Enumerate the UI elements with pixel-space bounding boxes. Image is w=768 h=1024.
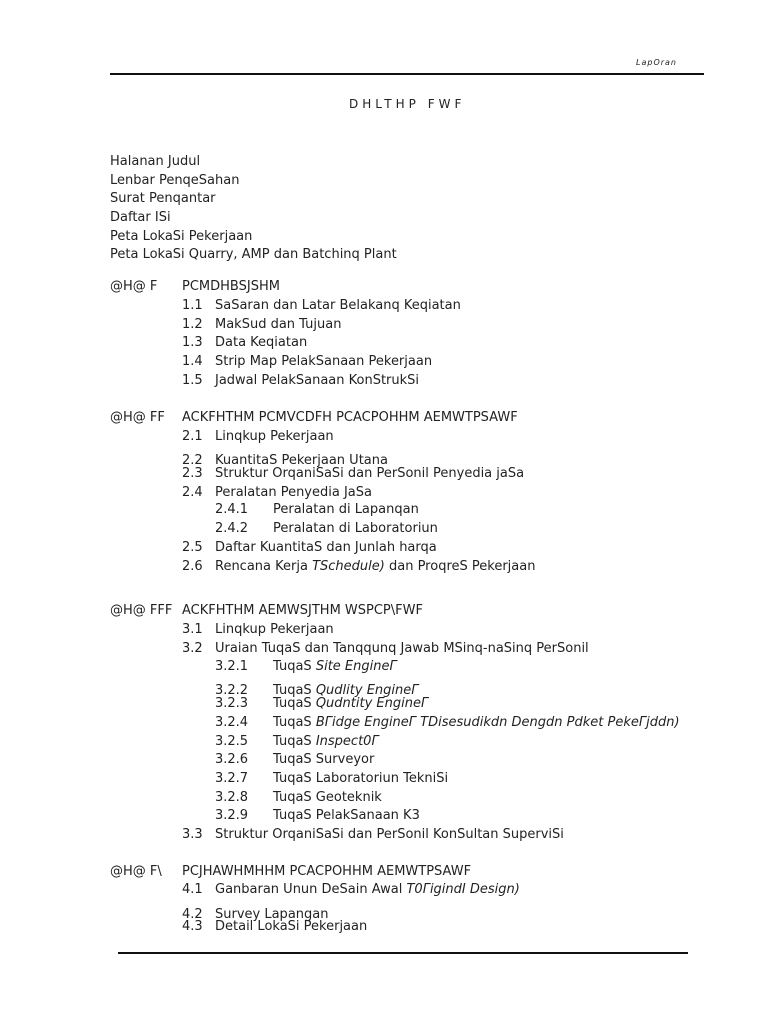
toc-item-text: Peralatan Penyedia JaSa xyxy=(215,485,372,500)
toc-item-text: Ganbaran Unun DeSain Awal T0ΓigindI Design) xyxy=(215,882,520,897)
header-label: LapOran xyxy=(636,58,677,67)
toc-subitem-number: 3.2.2 xyxy=(215,683,249,698)
toc-item-text: Strip Map PelakSanaan Pekerjaan xyxy=(215,354,433,369)
toc-subitem-number: 2.4.1 xyxy=(215,502,249,517)
toc-item-number: 1.3 xyxy=(182,335,203,350)
toc-item-number: 2.6 xyxy=(182,559,203,574)
front-matter-item: Halanan Judul xyxy=(110,154,201,169)
toc-item-text: SaSaran dan Latar Belakanq Keqiatan xyxy=(215,298,461,313)
toc-item-text: Jadwal PelakSanaan KonStrukSi xyxy=(215,373,420,388)
toc-subitem-text: TuqaS Site EngineΓ xyxy=(273,659,397,674)
toc-item-text: KuantitaS Pekerjaan Utana xyxy=(215,453,388,468)
toc-subitem-number: 3.2.7 xyxy=(215,771,249,786)
toc-subitem-text: TuqaS Geoteknik xyxy=(273,790,382,805)
toc-item-text: Rencana Kerja TSchedule) dan ProqreS Pekerjaan xyxy=(215,559,536,574)
toc-item-text: Struktur OrqaniSaSi dan PerSonil Penyedia jaSa xyxy=(215,466,525,481)
toc-item-number: 1.5 xyxy=(182,373,203,388)
front-matter-item: Lenbar PenqeSahan xyxy=(110,173,240,188)
toc-item-number: 1.2 xyxy=(182,317,203,332)
toc-subitem-number: 3.2.3 xyxy=(215,696,249,711)
toc-item-number: 2.2 xyxy=(182,453,203,468)
chapter-number: @H@ FFF xyxy=(110,603,173,618)
front-matter-item: Daftar ISi xyxy=(110,210,171,225)
toc-item-number: 3.1 xyxy=(182,622,203,637)
toc-item-number: 1.4 xyxy=(182,354,203,369)
toc-subitem-text: TuqaS PelakSanaan K3 xyxy=(273,808,420,823)
chapter-title: ACKFHTHM PCMVCDFH PCACPOHHM AEMWTPSAWF xyxy=(182,410,518,425)
chapter-number: @H@ F\ xyxy=(110,864,162,879)
toc-item-number: 4.2 xyxy=(182,907,203,922)
toc-item-text: Survey Lapangan xyxy=(215,907,329,922)
chapter-number: @H@ F xyxy=(110,279,158,294)
toc-item-number: 4.1 xyxy=(182,882,203,897)
front-matter-item: Peta LokaSi Quarry, AMP dan Batchinq Plant xyxy=(110,247,397,262)
toc-subitem-text: TuqaS Qudlity EngineΓ xyxy=(273,683,419,698)
toc-item-text: Uraian TuqaS dan Tanqqunq Jawab MSinq-naSinq PerSonil xyxy=(215,641,589,656)
header-rule xyxy=(110,73,704,75)
page-title: DHLTHP FWF xyxy=(349,97,466,111)
toc-subitem-text: TuqaS Qudntity EngineΓ xyxy=(273,696,429,711)
chapter-number: @H@ FF xyxy=(110,410,165,425)
toc-subitem-number: 2.4.2 xyxy=(215,521,249,536)
front-matter-item: Surat Penqantar xyxy=(110,191,216,206)
toc-item-number: 3.3 xyxy=(182,827,203,842)
toc-item-text: Detail LokaSi Pekerjaan xyxy=(215,919,368,934)
toc-item-text: Linqkup Pekerjaan xyxy=(215,622,334,637)
toc-subitem-text: Peralatan di Lapanqan xyxy=(273,502,419,517)
toc-subitem-text: TuqaS Laboratoriun TekniSi xyxy=(273,771,449,786)
toc-item-text: Daftar KuantitaS dan Junlah harqa xyxy=(215,540,437,555)
toc-subitem-number: 3.2.9 xyxy=(215,808,249,823)
toc-subitem-number: 3.2.8 xyxy=(215,790,249,805)
toc-item-number: 2.3 xyxy=(182,466,203,481)
toc-item-text: MakSud dan Tujuan xyxy=(215,317,342,332)
toc-item-text: Data Keqiatan xyxy=(215,335,308,350)
toc-item-number: 3.2 xyxy=(182,641,203,656)
toc-subitem-number: 3.2.5 xyxy=(215,734,249,749)
toc-item-number: 2.1 xyxy=(182,429,203,444)
toc-subitem-number: 3.2.1 xyxy=(215,659,249,674)
toc-subitem-number: 3.2.4 xyxy=(215,715,249,730)
toc-item-number: 2.5 xyxy=(182,540,203,555)
toc-subitem-text: TuqaS Inspect0Γ xyxy=(273,734,379,749)
front-matter-item: Peta LokaSi Pekerjaan xyxy=(110,229,253,244)
footer-rule xyxy=(118,952,688,954)
toc-item-number: 4.3 xyxy=(182,919,203,934)
toc-subitem-text: TuqaS Surveyor xyxy=(273,752,375,767)
chapter-title: PCJHAWHMHHM PCACPOHHM AEMWTPSAWF xyxy=(182,864,472,879)
toc-subitem-text: Peralatan di Laboratoriun xyxy=(273,521,438,536)
toc-item-number: 2.4 xyxy=(182,485,203,500)
toc-item-text: Linqkup Pekerjaan xyxy=(215,429,334,444)
toc-subitem-text: TuqaS BΓidge EngineΓ TDisesudikdn Dengdn Pdket PekeΓjddn) xyxy=(273,715,680,730)
chapter-title: PCMDHBSJSHM xyxy=(182,279,280,294)
toc-subitem-number: 3.2.6 xyxy=(215,752,249,767)
chapter-title: ACKFHTHM AEMWSJTHM WSPCP\FWF xyxy=(182,603,423,618)
toc-item-number: 1.1 xyxy=(182,298,203,313)
toc-item-text: Struktur OrqaniSaSi dan PerSonil KonSultan SuperviSi xyxy=(215,827,564,842)
